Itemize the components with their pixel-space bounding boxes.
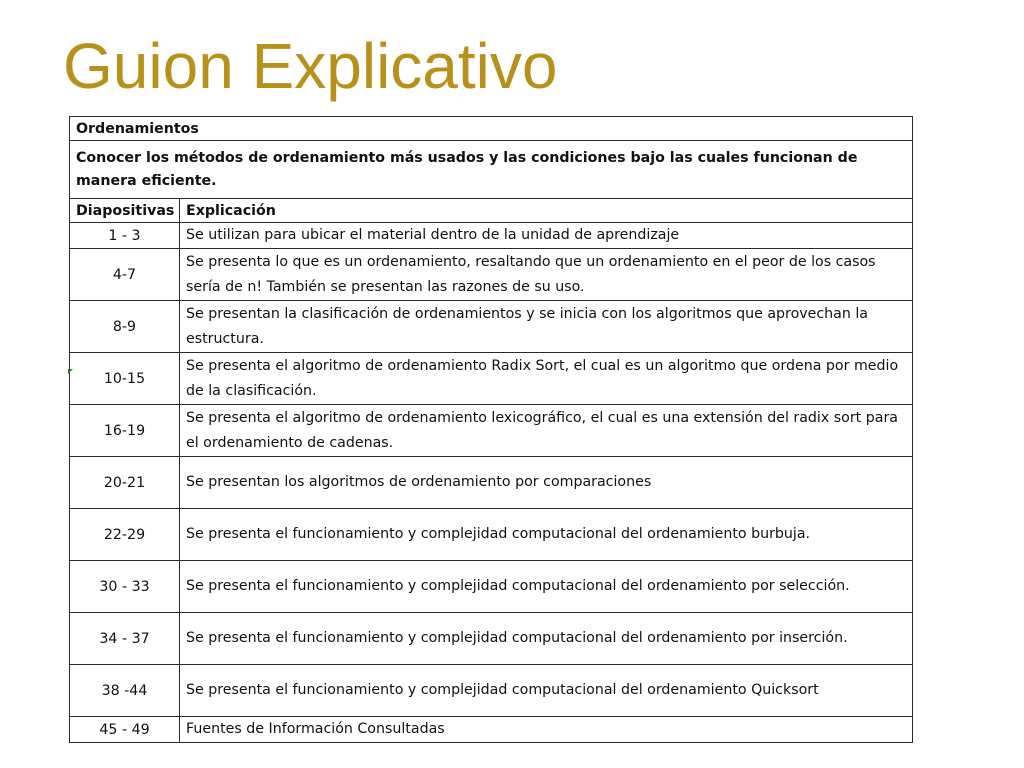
explanation-cell: Se presentan la clasificación de ordenamientos y se inicia con los algoritmos que aprovechan la estructura. <box>180 301 913 353</box>
slides-cell: 34 - 37 <box>70 613 180 665</box>
table-row <box>70 717 913 743</box>
explanation-cell: Se presenta el funcionamiento y complejidad computacional del ordenamiento burbuja. <box>180 509 913 561</box>
slides-cell: 8-9 <box>70 301 180 353</box>
objective-row <box>70 141 913 199</box>
explanation-cell: Se presenta el funcionamiento y complejidad computacional del ordenamiento Quicksort <box>180 665 913 717</box>
table-row <box>70 509 913 561</box>
table-row <box>70 561 913 613</box>
table-row <box>70 457 913 509</box>
explanation-cell: Se presenta el algoritmo de ordenamiento Radix Sort, el cual es un algoritmo que ordena por medio de la clasificación. <box>180 353 913 405</box>
col-header-explanation: Explicación <box>180 199 913 223</box>
explanation-cell: Se presentan los algoritmos de ordenamiento por comparaciones <box>180 457 913 509</box>
table-row <box>70 665 913 717</box>
explanation-cell: Se utilizan para ubicar el material dentro de la unidad de aprendizaje <box>180 223 913 249</box>
table-row <box>70 613 913 665</box>
page-title: Guion Explicativo <box>63 30 558 102</box>
table-row <box>70 223 913 249</box>
cell-comment-marker <box>68 369 73 374</box>
slides-cell: 38 -44 <box>70 665 180 717</box>
table-row <box>70 249 913 301</box>
explanation-cell: Se presenta el algoritmo de ordenamiento lexicográfico, el cual es una extensión del radix sort para el ordenamiento de cadenas. <box>180 405 913 457</box>
slides-cell <box>70 353 180 405</box>
objective-text: Conocer los métodos de ordenamiento más usados y las condiciones bajo las cuales funcionan de manera eficiente. <box>70 141 913 199</box>
slides-cell: 22-29 <box>70 509 180 561</box>
slides-value: 10-15 <box>103 370 146 387</box>
slides-cell: 45 - 49 <box>70 717 180 743</box>
section-header: Ordenamientos <box>70 117 913 141</box>
explanation-cell: Se presenta lo que es un ordenamiento, resaltando que un ordenamiento en el peor de los casos sería de n! También se presentan las razones de su uso. <box>180 249 913 301</box>
table-row <box>70 301 913 353</box>
table-row <box>70 353 913 405</box>
slides-cell: 20-21 <box>70 457 180 509</box>
col-header-slides: Diapositivas <box>70 199 180 223</box>
table-row <box>70 405 913 457</box>
section-header-row <box>70 117 913 141</box>
column-header-row <box>70 199 913 223</box>
explanation-cell: Fuentes de Información Consultadas <box>180 717 913 743</box>
explanation-cell: Se presenta el funcionamiento y complejidad computacional del ordenamiento por selección. <box>180 561 913 613</box>
slides-cell: 16-19 <box>70 405 180 457</box>
slides-cell: 30 - 33 <box>70 561 180 613</box>
slides-cell: 1 - 3 <box>70 223 180 249</box>
explanation-cell: Se presenta el funcionamiento y complejidad computacional del ordenamiento por inserción. <box>180 613 913 665</box>
script-table <box>69 116 913 743</box>
slides-cell: 4-7 <box>70 249 180 301</box>
